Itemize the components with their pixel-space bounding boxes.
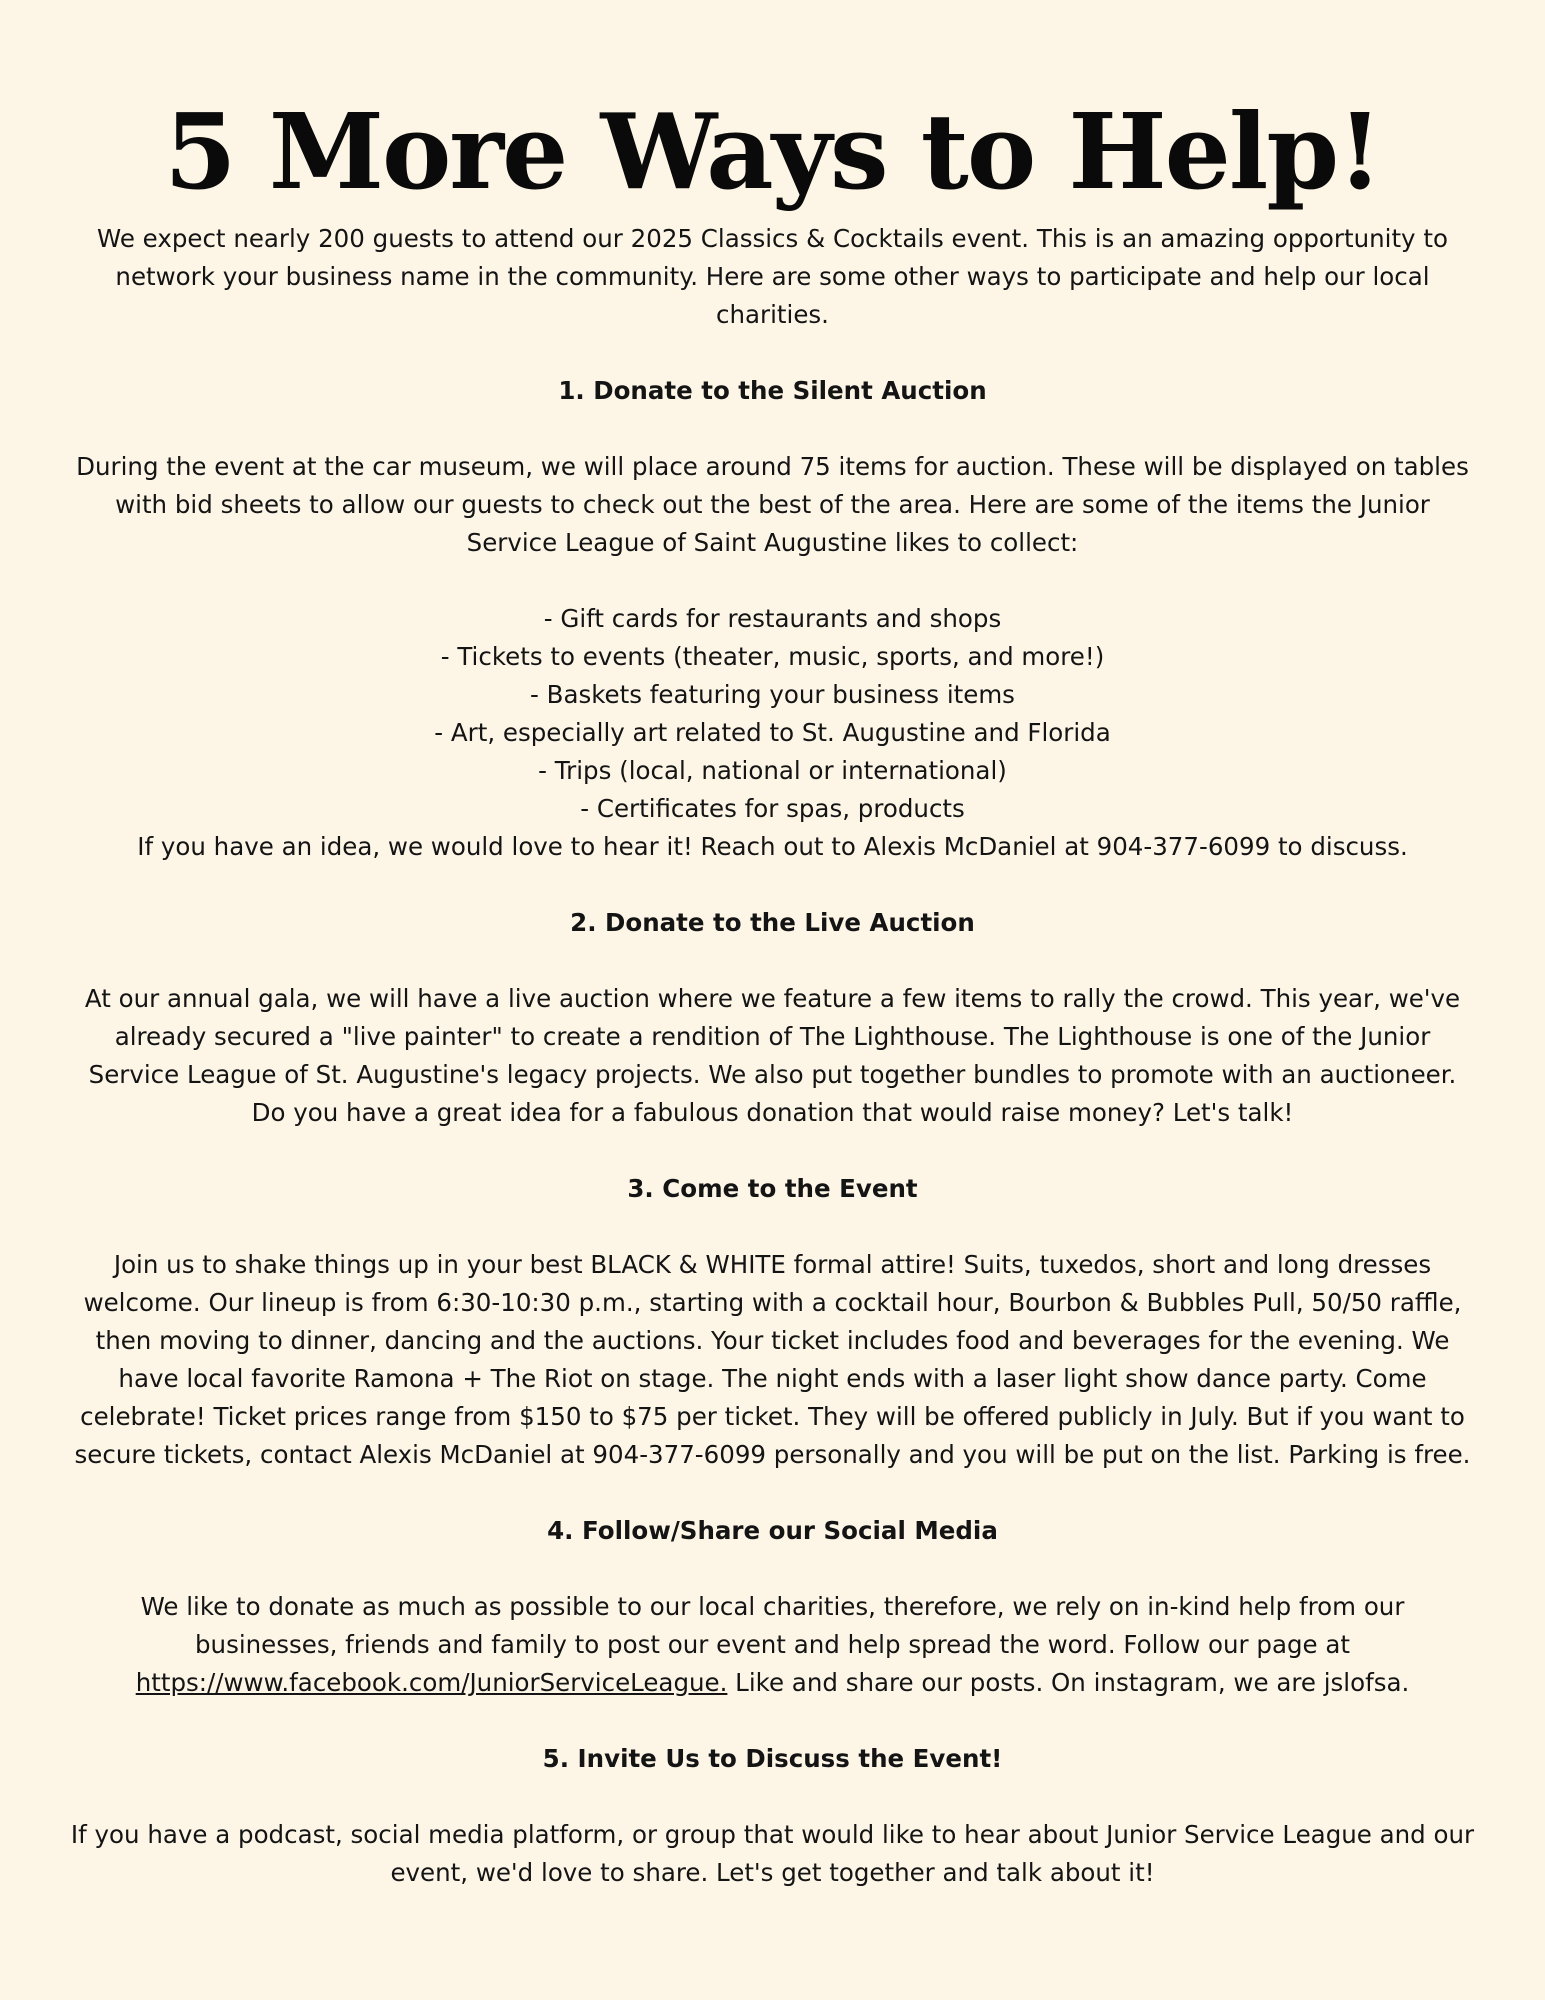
list-item: - Gift cards for restaurants and shops (543, 604, 1002, 633)
body-text-after-link: Like and share our posts. On instagram, we are jslofsa. (727, 1668, 1410, 1697)
section-heading: 3. Come to the Event (627, 1174, 918, 1203)
intro-paragraph: We expect nearly 200 guests to attend our 2025 Classics & Cocktails event. This is an amazing opportunity to network your business name in the community. Here are some other ways to participate and help our local charities. (97, 224, 1448, 329)
section-body: At our annual gala, we will have a live auction where we feature a few items to rally the crowd. This year, we've already secured a "live painter" to create a rendition of The Lighthouse. The Lighthouse is one of the Junior Service League of St. Augustine's legacy projects. We also put together bundles to promote with an auctioneer. Do you have a great idea for a fabulous donation that would raise money? Let's talk! (84, 984, 1461, 1127)
section-body: If you have a podcast, social media platform, or group that would like to hear about Junior Service League and our event, we'd love to share. Let's get together and talk about it! (70, 1820, 1475, 1887)
section-live-auction (70, 904, 1475, 1132)
section-body (70, 1588, 1475, 1702)
section-silent-auction (70, 372, 1475, 866)
facebook-link[interactable]: https://www.facebook.com/JuniorServiceLeague. (135, 1668, 728, 1697)
section-body: During the event at the car museum, we will place around 75 items for auction. These will be displayed on tables with bid sheets to allow our guests to check out the best of the area. Here are some of the items the Junior Service League of Saint Augustine likes to collect: (76, 452, 1469, 557)
page-title: 5 More Ways to Help! (164, 90, 1381, 213)
list-item: - Trips (local, national or international) (538, 756, 1007, 785)
body-text-before-link: We like to donate as much as possible to our local charities, therefore, we rely on in-kind help from our businesses, friends and family to post our event and help spread the word. Follow our page at (140, 1592, 1405, 1659)
section-heading: 4. Follow/Share our Social Media (547, 1516, 998, 1545)
section-heading: 1. Donate to the Silent Auction (558, 376, 987, 405)
section-come-to-event (70, 1170, 1475, 1474)
list-item: - Certificates for spas, products (580, 794, 965, 823)
section-invite-us (70, 1740, 1475, 1892)
section-closing: If you have an idea, we would love to hear it! Reach out to Alexis McDaniel at 904-377-6099 to discuss. (137, 832, 1408, 861)
section-body: Join us to shake things up in your best BLACK & WHITE formal attire! Suits, tuxedos, short and long dresses welcome. Our lineup is from 6:30-10:30 p.m., starting with a cocktail hour, Bourbon & Bubbles Pull, 50/50 raffle, then moving to dinner, dancing and the auctions. Your ticket includes food and beverages for the evening. We have local favorite Ramona + The Riot on stage. The night ends with a laser light show dance party. Come celebrate! Ticket prices range from $150 to $75 per ticket. They will be offered publicly in July. But if you want to secure tickets, contact Alexis McDaniel at 904-377-6099 personally and you will be put on the list. Parking is free. (74, 1250, 1471, 1469)
section-social-media (70, 1512, 1475, 1702)
list-item: - Baskets featuring your business items (530, 680, 1015, 709)
list-item: - Art, especially art related to St. Augustine and Florida (434, 718, 1111, 747)
section-heading: 2. Donate to the Live Auction (570, 908, 975, 937)
list-item: - Tickets to events (theater, music, sports, and more!) (440, 642, 1105, 671)
section-heading: 5. Invite Us to Discuss the Event! (542, 1744, 1003, 1773)
auction-items-list (70, 600, 1475, 828)
